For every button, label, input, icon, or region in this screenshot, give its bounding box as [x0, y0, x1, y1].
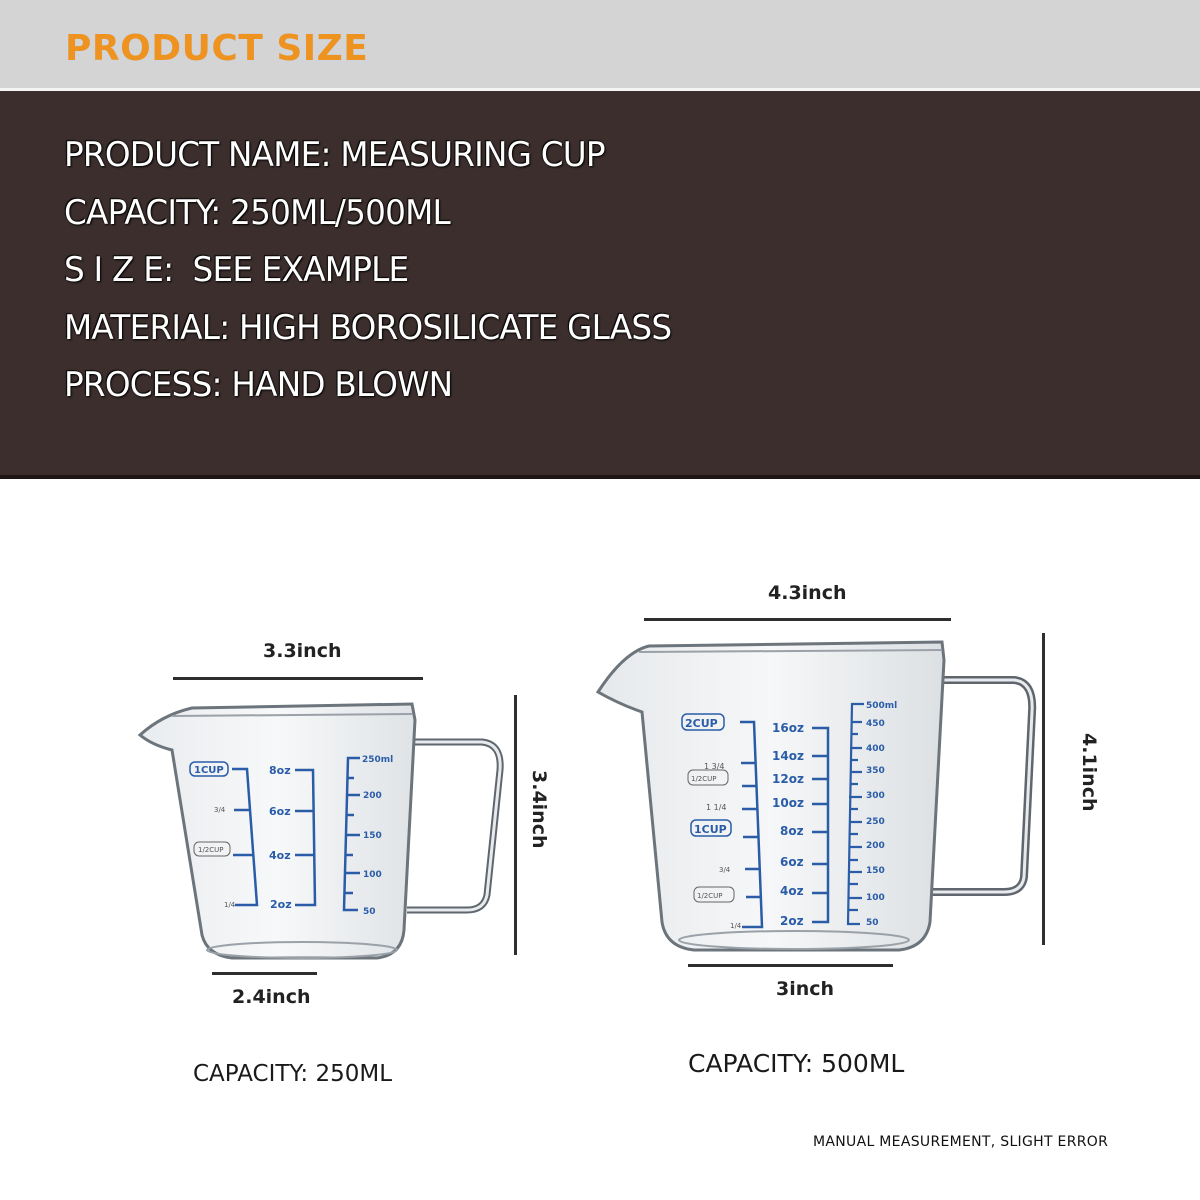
- svg-text:150: 150: [866, 866, 885, 876]
- small-cup-height: 3.4inch: [528, 770, 550, 849]
- svg-text:200: 200: [363, 791, 382, 801]
- svg-text:12oz: 12oz: [772, 772, 804, 786]
- large-cup-top-width: 4.3inch: [768, 582, 847, 604]
- large-cup-top-dimension-line: [644, 618, 951, 621]
- svg-text:400: 400: [866, 744, 885, 754]
- svg-text:1CUP: 1CUP: [694, 823, 727, 836]
- svg-text:250: 250: [866, 817, 885, 827]
- svg-text:2CUP: 2CUP: [685, 717, 718, 730]
- svg-text:8oz: 8oz: [780, 824, 804, 838]
- svg-text:1/4: 1/4: [730, 922, 742, 930]
- large-cup-bottom-dimension-line: [688, 964, 893, 967]
- svg-text:100: 100: [866, 893, 885, 903]
- svg-text:3/4: 3/4: [214, 806, 226, 814]
- svg-text:4oz: 4oz: [780, 884, 804, 898]
- large-cup-capacity: CAPACITY: 500ML: [688, 1049, 905, 1078]
- small-cup-bottom-dimension-line: [212, 972, 317, 975]
- large-cup-height: 4.1inch: [1078, 733, 1100, 812]
- measurement-disclaimer: MANUAL MEASUREMENT, SLIGHT ERROR: [813, 1134, 1109, 1150]
- svg-text:1/2CUP: 1/2CUP: [198, 846, 224, 854]
- svg-text:50: 50: [866, 918, 879, 928]
- small-cup-top-dimension-line: [173, 677, 423, 680]
- svg-text:10oz: 10oz: [772, 796, 804, 810]
- svg-text:150: 150: [363, 831, 382, 841]
- large-cup-height-dimension-line: [1042, 633, 1045, 945]
- svg-text:250ml: 250ml: [362, 755, 394, 765]
- spec-process: PROCESS: HAND BLOWN: [64, 365, 453, 405]
- svg-text:8oz: 8oz: [269, 764, 291, 777]
- svg-text:300: 300: [866, 791, 885, 801]
- small-cup-capacity: CAPACITY: 250ML: [193, 1061, 393, 1087]
- page-title: PRODUCT SIZE: [65, 28, 369, 69]
- svg-text:6oz: 6oz: [269, 805, 291, 818]
- svg-text:450: 450: [866, 719, 885, 729]
- spec-panel: [0, 91, 1200, 479]
- spec-size: S I Z E: SEE EXAMPLE: [64, 250, 409, 290]
- small-cup-glass-icon: [132, 690, 507, 975]
- svg-text:1CUP: 1CUP: [194, 765, 224, 776]
- svg-text:2oz: 2oz: [270, 898, 292, 911]
- svg-text:100: 100: [363, 870, 382, 880]
- header-band: [0, 0, 1200, 91]
- spec-material: MATERIAL: HIGH BOROSILICATE GLASS: [64, 308, 672, 348]
- svg-text:16oz: 16oz: [772, 721, 804, 735]
- svg-text:1/2CUP: 1/2CUP: [691, 775, 717, 783]
- svg-text:1/4: 1/4: [224, 901, 236, 909]
- svg-text:14oz: 14oz: [772, 749, 804, 763]
- spec-product-name: PRODUCT NAME: MEASURING CUP: [64, 135, 605, 175]
- svg-text:4oz: 4oz: [269, 849, 291, 862]
- spec-capacity: CAPACITY: 250ML/500ML: [64, 193, 450, 233]
- small-cup-height-dimension-line: [514, 695, 517, 955]
- large-measuring-cup-image: [594, 632, 1039, 962]
- large-cup-glass-icon: [594, 632, 1039, 962]
- svg-text:3/4: 3/4: [719, 866, 731, 874]
- small-cup-bottom-width: 2.4inch: [232, 986, 311, 1008]
- svg-text:50: 50: [363, 907, 376, 917]
- svg-text:500ml: 500ml: [866, 701, 898, 711]
- large-cup-bottom-width: 3inch: [776, 978, 835, 1000]
- svg-text:6oz: 6oz: [780, 855, 804, 869]
- svg-text:200: 200: [866, 841, 885, 851]
- small-cup-top-width: 3.3inch: [263, 640, 342, 662]
- svg-text:350: 350: [866, 766, 885, 776]
- svg-text:1/2CUP: 1/2CUP: [697, 892, 723, 900]
- small-measuring-cup-image: [132, 690, 507, 975]
- svg-text:2oz: 2oz: [780, 914, 804, 928]
- svg-text:1 3/4: 1 3/4: [704, 762, 725, 771]
- svg-text:1 1/4: 1 1/4: [706, 803, 727, 812]
